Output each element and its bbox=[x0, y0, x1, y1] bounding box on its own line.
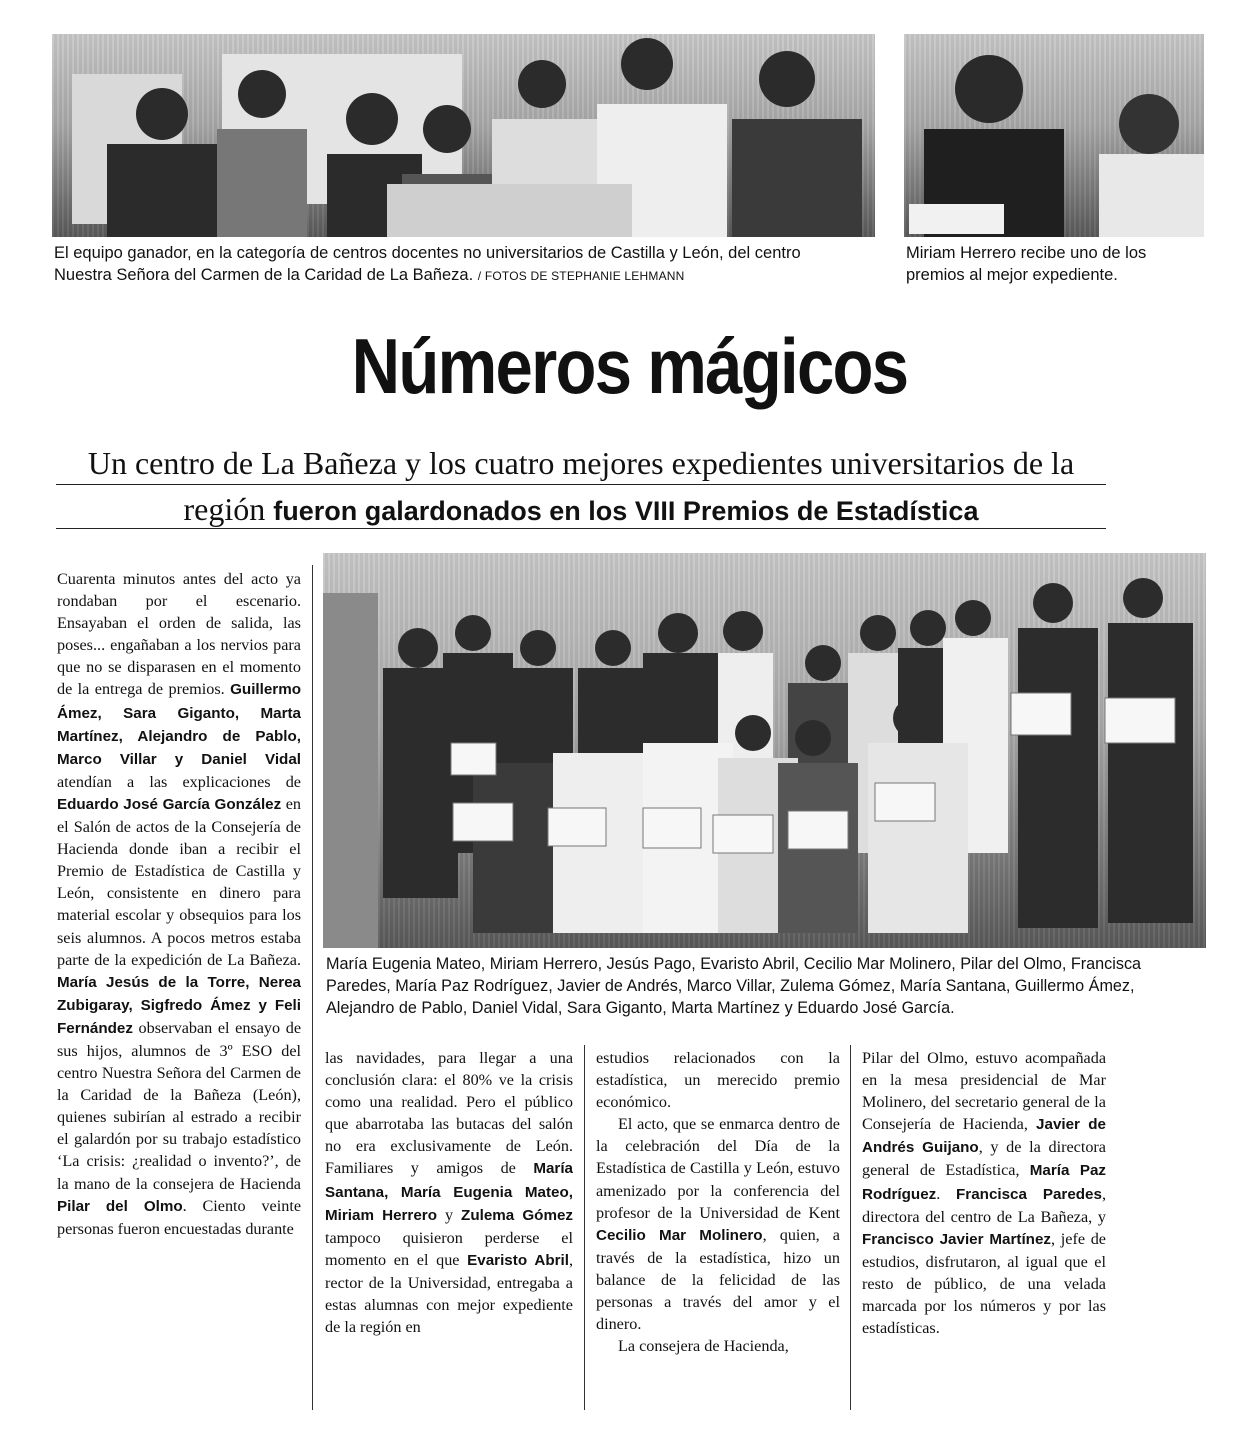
body-column-4: Pilar del Olmo, estuvo acompañada en la mesa presidencial de Mar Molinero, del secretario general de la Consejería de Hacienda, Javier de Andrés Guijano, y de la directora general de Estadística, María Paz Rodríguez. Francisca Paredes, directora del centro de La Bañeza, y Francisco Javier Martínez, jefe de estudios, disfrutaron, al igual que el resto de público, de una velada marcada por los números y por las estadísticas. bbox=[862, 1049, 1106, 1338]
bold-name: Francisca Paredes bbox=[956, 1185, 1102, 1203]
column-rule-1 bbox=[312, 565, 313, 1410]
col3-paragraph-3: La consejera de Hacienda, bbox=[618, 1337, 789, 1356]
body-column-3 bbox=[596, 1047, 840, 1357]
team-photo-caption bbox=[54, 242, 854, 287]
headline: Números mágicos bbox=[351, 322, 908, 410]
bold-name: Zulema Gómez bbox=[461, 1206, 574, 1224]
col3-paragraph-1: estudios relacionados con la estadística, un merecido premio económico. bbox=[596, 1049, 840, 1112]
group-photo bbox=[323, 553, 1206, 948]
bold-name: Eduardo José García González bbox=[57, 795, 282, 813]
deck-rule-bottom bbox=[56, 528, 1106, 529]
bold-name: María Jesús de la Torre, Nerea Zubigaray, Sigfredo Ámez y Feli Fernández bbox=[57, 973, 301, 1037]
column-rule-3 bbox=[850, 1045, 851, 1410]
bold-name: María Paz Rodríguez bbox=[862, 1162, 1106, 1203]
bold-name: Evaristo Abril bbox=[467, 1251, 569, 1269]
deck bbox=[56, 440, 1106, 534]
bold-name: Francisco Javier Martínez bbox=[862, 1230, 1052, 1248]
miriam-photo-caption: Miriam Herrero recibe uno de los premios al mejor expediente. bbox=[906, 244, 1147, 284]
miriam-photo bbox=[904, 34, 1204, 237]
body-column-1: Cuarenta minutos antes del acto ya rondaban por el escenario. Ensayaban el orden de salida, las poses... engañaban a los nervios para que no se disparasen en el momento de la entrega de premios. Guillermo Ámez, Sara Giganto, Marta Martínez, Alejandro de Pablo, Marco Villar y Daniel Vidal atendían a las explicaciones de Eduardo José García González en el Salón de actos de la Consejería de Hacienda donde iban a recibir el Premio de Estadística de Castilla y León, consistente en dinero para material escolar y obsequios para los seis alumnos. A pocos metros estaba parte de la expedición de La Bañeza. María Jesús de la Torre, Nerea Zubigaray, Sigfredo Ámez y Feli Fernández observaban el ensayo de sus hijos, alumnos de 3º ESO del centro Nuestra Señora del Carmen de la Caridad de la Bañeza (León), quienes subirían al estrado a recibir el galardón por su trabajo estadístico ‘La crisis: ¿realidad o invento?’, de la mano de la consejera de Hacienda Pilar del Olmo. Ciento veinte personas fueron encuestadas durante bbox=[57, 570, 302, 1238]
bold-name: Javier de Andrés Guijano bbox=[862, 1116, 1106, 1157]
deck-bold: fueron galardonados en los VIII Premios de Estadística bbox=[273, 496, 979, 526]
col3-paragraph-2: El acto, que se enmarca dentro de la celebración del Día de la Estadística de Castilla y León, estuvo amenizado por la conferencia del profesor de la Universidad de Kent Cecilio Mar Molinero, quien, a través de la estadística, hizo un balance de la felicidad de las personas a través del amor y el dinero. bbox=[596, 1115, 840, 1334]
photo-credit: / FOTOS DE STEPHANIE LEHMANN bbox=[477, 269, 685, 283]
column-rule-2 bbox=[584, 1045, 585, 1410]
group-photo-caption: María Eugenia Mateo, Miriam Herrero, Jesús Pago, Evaristo Abril, Cecilio Mar Molinero, Pilar del Olmo, Francisca Paredes, María Paz Rodríguez, Javier de Andrés, Marco Villar, Zulema Gómez, María Santana, Guillermo Ámez, Alejandro de Pablo, Daniel Vidal, Sara Giganto, Marta Martínez y Eduardo José García. bbox=[326, 955, 1142, 1017]
team-caption-text: El equipo ganador, en la categoría de centros docentes no universitarios de Castilla y León, del centro Nuestra Señora del Carmen de la Caridad de La Bañeza. bbox=[54, 244, 801, 284]
deck-regular: Un centro de La Bañeza y los cuatro mejores expedientes universitarios de la región bbox=[87, 445, 1075, 527]
team-photo bbox=[52, 34, 875, 237]
bold-name: Pilar del Olmo bbox=[57, 1197, 183, 1215]
bold-name: Cecilio Mar Molinero bbox=[596, 1226, 763, 1244]
bold-name: Guillermo Ámez, Sara Giganto, Marta Martínez, Alejandro de Pablo, Marco Villar y Daniel Vidal bbox=[57, 681, 301, 768]
bold-name: María Santana, María Eugenia Mateo, Miriam Herrero bbox=[325, 1160, 573, 1224]
body-column-2: las navidades, para llegar a una conclusión clara: el 80% ve la crisis como una realidad. Pero el público que abarrotaba las butacas del salón no era exclusivamente de León. Familiares y amigos de María Santana, María Eugenia Mateo, Miriam Herrero y Zulema Gómez tampoco quisieron perderse el momento en el que Evaristo Abril, rector de la Universidad, entregaba a estas alumnas con mejor expediente de la región en bbox=[325, 1049, 574, 1337]
